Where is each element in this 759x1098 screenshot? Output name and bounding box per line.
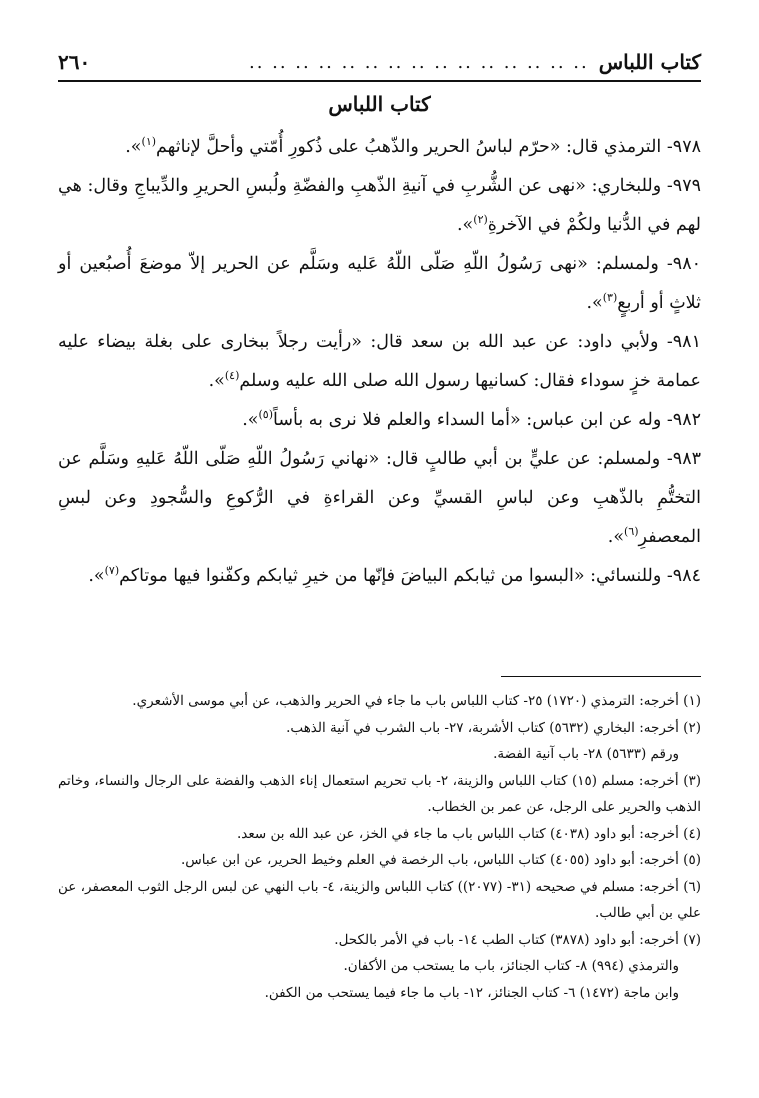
hadith-978 bbox=[58, 128, 701, 167]
hadith-982 bbox=[58, 401, 701, 440]
hadith-end: ». bbox=[125, 137, 142, 157]
footnote-ref[interactable]: (١) bbox=[141, 135, 157, 149]
hadith-text: الترمذي قال: «حرّم لباسُ الحرير والذّهبُ على ذُكورِ أُمّتي وأحلَّ لإناثهم bbox=[156, 137, 662, 157]
footnote-ref[interactable]: (٥) bbox=[258, 408, 273, 422]
hadith-984 bbox=[58, 557, 701, 596]
footnote-ref[interactable]: (٢) bbox=[473, 213, 488, 227]
hadith-end: ». bbox=[586, 293, 603, 313]
hadith-text: ولأبي داود: عن عبد الله بن سعد قال: «رأيت رجلاً ببخارى على بغلة بيضاء عليه عمامة خزٍ سوداء فقال: كسانيها رسول الله صلى الله عليه وسلم bbox=[58, 332, 701, 391]
footnote-7: (٧) أخرجه: أبو داود (٣٨٧٨) كتاب الطب ١٤- باب في الأمر بالكحل. bbox=[334, 931, 701, 948]
running-header bbox=[58, 44, 701, 82]
hadith-text: وله عن ابن عباس: «أما السداء والعلم فلا نرى به بأساً bbox=[273, 410, 662, 430]
hadith-list bbox=[58, 128, 701, 596]
hadith-end: ». bbox=[208, 371, 225, 391]
hadith-text: وللنسائي: «البسوا من ثيابكم البياضَ فإنّها من خيرِ ثيابكم وكفّنوا فيها موتاكم bbox=[119, 566, 662, 586]
footnote-separator bbox=[501, 676, 701, 677]
section-title: كتاب اللباس bbox=[328, 92, 431, 116]
footnote-ref[interactable]: (٧) bbox=[104, 564, 120, 578]
hadith-text: وللبخاري: «نهى عن الشُّربِ في آنيةِ الذّهبِ والفضّةِ ولُبسِ الحريرِ والدِّيباجِ وقال: هي لهم في الدُّنيا ولكُمْ في الآخرةِ bbox=[58, 176, 701, 235]
hadith-end: ». bbox=[607, 527, 625, 547]
footnote-ref[interactable]: (٦) bbox=[624, 525, 639, 539]
hadith-number: ٩٨٤- bbox=[666, 566, 701, 586]
hadith-983 bbox=[58, 440, 701, 557]
hadith-981 bbox=[58, 323, 701, 401]
hadith-979 bbox=[58, 167, 701, 245]
hadith-number: ٩٨٣- bbox=[666, 449, 701, 469]
hadith-end: ». bbox=[242, 410, 259, 430]
footnote-3: (٣) أخرجه: مسلم (١٥) كتاب اللباس والزينة، ٢- باب تحريم استعمال إناء الذهب والفضة على الرجال والنساء، وخاتم الذهب والحرير على الرجل، عن عمر بن الخطاب. bbox=[58, 772, 702, 815]
footnote-7-cont-2: وابن ماجة (١٤٧٢) ٦- كتاب الجنائز، ١٢- باب ما جاء فيما يستحب من الكفن. bbox=[264, 984, 679, 1001]
hadith-text: ولمسلم: عن عليٍّ بن أبي طالبٍ قال: «نهاني رَسُولُ اللّهِ صَلّى اللّهُ عَليهِ وسَلَّم عن التختُّمِ بالذّهبِ وعن لباسِ القسيِّ وعن القراءةِ في الرُّكوعِ والسُّجودِ وعن لبسِ المعصفرِ bbox=[58, 449, 701, 547]
footnote-4: (٤) أخرجه: أبو داود (٤٠٣٨) كتاب اللباس باب ما جاء في الخز، عن عبد الله بن سعد. bbox=[237, 825, 701, 842]
header-leader-dots: .. .. .. .. .. .. .. .. .. .. .. .. .. .. .. bbox=[248, 51, 589, 73]
footnote-7-cont-1: والترمذي (٩٩٤) ٨- كتاب الجنائز، باب ما يستحب من الأكفان. bbox=[343, 958, 679, 974]
footnote-5: (٥) أخرجه: أبو داود (٤٠٥٥) كتاب اللباس، باب الرخصة في العلم وخيط الحرير، عن ابن عباس. bbox=[180, 852, 701, 868]
footnote-2: (٢) أخرجه: البخاري (٥٦٣٢) كتاب الأشربة، ٢٧- باب الشرب في آنية الذهب. bbox=[286, 719, 701, 736]
footnote-ref[interactable]: (٤) bbox=[224, 369, 240, 383]
page-number: ٢٦٠ bbox=[58, 50, 91, 74]
hadith-end: ». bbox=[456, 215, 474, 235]
footnote-ref[interactable]: (٣) bbox=[602, 291, 618, 305]
hadith-number: ٩٨٠- bbox=[666, 254, 701, 274]
hadith-end: ». bbox=[88, 566, 105, 586]
hadith-number: ٩٧٨- bbox=[666, 137, 701, 157]
hadith-text: ولمسلم: «نهى رَسُولُ اللّهِ صَلّى اللّهُ عَليه وسَلَّم عن الحرير إلاّ موضعَ أُصبُعين أو ثلاثٍ أو أربعٍ bbox=[58, 254, 701, 313]
footnote-6: (٦) أخرجه: مسلم في صحيحه (٣١- (٢٠٧٧)) كتاب اللباس والزينة، ٤- باب النهي عن لبس الرجل الثوب المعصفر، عن علي بن أبي طالب. bbox=[58, 878, 702, 921]
footnote-2-cont: ورقم (٥٦٣٣) ٢٨- باب آنية الفضة. bbox=[493, 746, 679, 762]
hadith-number: ٩٧٩- bbox=[666, 176, 701, 196]
hadith-number: ٩٨١- bbox=[666, 332, 701, 352]
hadith-980 bbox=[58, 245, 701, 323]
hadith-number: ٩٨٢- bbox=[666, 410, 701, 430]
footnote-1: (١) أخرجه: الترمذي (١٧٢٠) ٢٥- كتاب اللباس باب ما جاء في الحرير والذهب، عن أبي موسى الأشعري. bbox=[132, 693, 701, 709]
footnotes bbox=[58, 688, 701, 1006]
header-title: كتاب اللباس bbox=[598, 50, 701, 74]
